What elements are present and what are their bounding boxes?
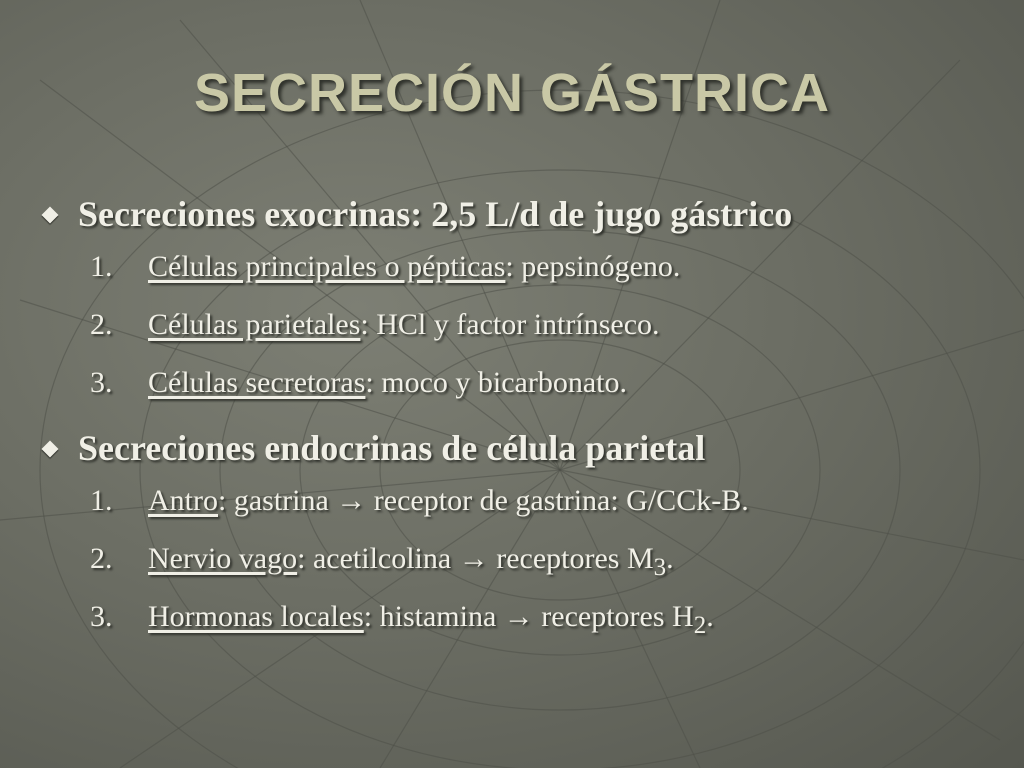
slide-content (40, 190, 1010, 646)
list-item (40, 296, 1010, 354)
item-number: 2. (90, 308, 113, 341)
item-term: Antro (148, 484, 218, 517)
item-subscript: 3 (653, 554, 667, 581)
list-item (40, 354, 1010, 412)
item-term: Células parietales (148, 308, 361, 341)
item-term: Nervio vago (148, 542, 298, 575)
bullet-heading: Secreciones exocrinas: 2,5 L/d de jugo gástrico (78, 194, 793, 234)
item-text: : acetilcolina → receptores M (297, 542, 654, 575)
item-number: 1. (90, 250, 113, 283)
item-text: : pepsinógeno. (505, 250, 681, 283)
diamond-bullet-icon (42, 441, 59, 458)
item-number: 1. (90, 484, 113, 517)
bullet-heading: Secreciones endocrinas de célula parietal (78, 428, 706, 468)
item-text: : gastrina → receptor de gastrina: G/CCk-B. (218, 484, 749, 517)
item-tail: . (706, 600, 714, 633)
bullet-exocrine (40, 190, 1010, 238)
item-text: : HCl y factor intrínseco. (360, 308, 660, 341)
item-term: Hormonas locales (148, 600, 364, 633)
list-item (40, 530, 1010, 588)
list-item (40, 238, 1010, 296)
item-number: 2. (90, 542, 113, 575)
bullet-endocrine (40, 424, 1010, 472)
item-text: : histamina → receptores H (363, 600, 694, 633)
item-subscript: 2 (693, 612, 707, 639)
item-number: 3. (90, 366, 113, 399)
item-term: Células principales o pépticas (148, 250, 506, 283)
item-term: Células secretoras (148, 366, 366, 399)
diamond-bullet-icon (42, 207, 59, 224)
list-item (40, 472, 1010, 530)
list-item (40, 588, 1010, 646)
item-number: 3. (90, 600, 113, 633)
item-text: : moco y bicarbonato. (365, 366, 628, 399)
item-tail: . (666, 542, 674, 575)
slide-title: SECRECIÓN GÁSTRICA (193, 63, 831, 123)
